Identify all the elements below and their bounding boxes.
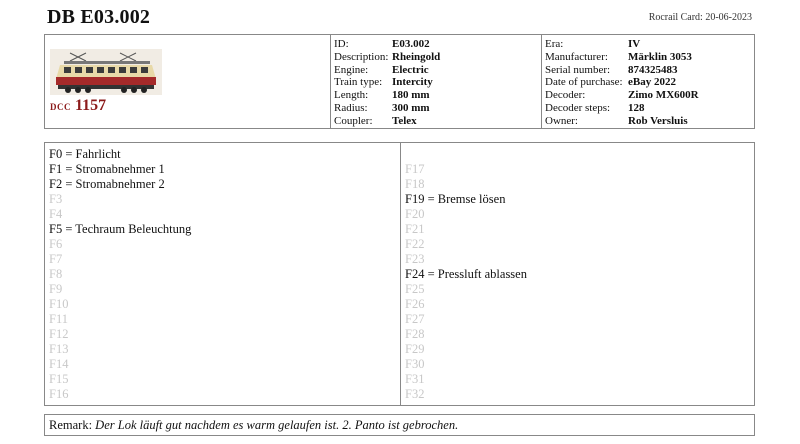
detail-key: Owner: [545, 114, 578, 127]
remark-text: Der Lok läuft gut nachdem es warm gelaufen ist. 2. Panto ist gebrochen. [95, 418, 459, 432]
detail-row [334, 64, 440, 77]
detail-value: Telex [392, 114, 417, 127]
function-entry: F29 [405, 342, 425, 356]
detail-value: Intercity [392, 76, 433, 89]
remark-label: Remark: [49, 418, 96, 432]
function-entry: F26 [405, 297, 425, 311]
function-entry: F23 [405, 252, 425, 266]
detail-key: Manufacturer: [545, 50, 608, 63]
function-entry: F21 [405, 222, 425, 236]
function-entry: F12 [49, 327, 69, 341]
detail-row [545, 38, 699, 51]
function-entry: F6 [49, 237, 63, 251]
detail-key: Coupler: [334, 114, 373, 127]
function-entry: F16 [49, 387, 69, 401]
column-divider [400, 143, 401, 405]
function-entry: F13 [49, 342, 69, 356]
function-entry: F31 [405, 372, 425, 386]
page-title: DB E03.002 [47, 6, 151, 28]
function-entry: F15 [49, 372, 69, 386]
detail-key: Description: [334, 50, 389, 63]
function-entry: F18 [405, 177, 425, 191]
loco-info-panel [44, 34, 755, 129]
detail-key: Decoder: [545, 89, 586, 102]
function-entry: F27 [405, 312, 425, 326]
detail-value: eBay 2022 [628, 76, 676, 89]
function-entry: F5 = Techraum Beleuchtung [49, 222, 192, 236]
detail-key: Era: [545, 38, 564, 50]
detail-value: 128 [628, 101, 645, 114]
function-entry: F14 [49, 357, 69, 371]
function-entry: F32 [405, 387, 425, 401]
detail-row [334, 38, 440, 51]
function-entry: F17 [405, 162, 425, 176]
detail-row [334, 89, 440, 102]
detail-value: 874325483 [628, 63, 678, 76]
detail-key: Decoder steps: [545, 101, 611, 114]
detail-value: Zimo MX600R [628, 89, 699, 102]
detail-value: Rob Versluis [628, 114, 688, 127]
details-column-b [541, 35, 755, 128]
function-entry: F20 [405, 207, 425, 221]
function-entry: F19 = Bremse lösen [405, 192, 506, 206]
function-list-left [49, 147, 191, 402]
function-entry: F8 [49, 267, 63, 281]
function-entry: F9 [49, 282, 63, 296]
function-entry: F3 [49, 192, 63, 206]
detail-row [334, 76, 440, 89]
detail-value: IV [628, 38, 641, 50]
electric-locomotive-icon [50, 49, 162, 95]
loco-image-cell [45, 35, 330, 128]
detail-row [545, 102, 699, 115]
detail-value: 180 mm [392, 89, 430, 102]
function-entry: F25 [405, 282, 425, 296]
function-entry: F10 [49, 297, 69, 311]
detail-value: 300 mm [392, 101, 430, 114]
detail-key: Length: [334, 89, 369, 102]
detail-value: Electric [392, 63, 429, 76]
detail-key: Engine: [334, 63, 369, 76]
detail-row [334, 115, 440, 128]
detail-key: Serial number: [545, 63, 611, 76]
detail-key: Train type: [334, 76, 383, 89]
function-list-panel [44, 142, 755, 406]
details-column-a [330, 35, 542, 128]
function-entry: F2 = Stromabnehmer 2 [49, 177, 165, 191]
function-entry: F28 [405, 327, 425, 341]
detail-value: E03.002 [392, 38, 430, 50]
address-protocol: DCC [50, 102, 71, 112]
function-entry: F1 = Stromabnehmer 1 [49, 162, 165, 176]
detail-row [545, 64, 699, 77]
card-date: Rocrail Card: 20-06-2023 [648, 12, 752, 23]
function-list-right [405, 162, 527, 402]
address-number: 1157 [75, 97, 107, 114]
remark-panel [44, 414, 755, 436]
detail-value: Rheingold [392, 50, 441, 63]
function-entry: F7 [49, 252, 63, 266]
detail-row [334, 102, 440, 115]
function-entry: F11 [49, 312, 68, 326]
function-entry: F24 = Pressluft ablassen [405, 267, 527, 281]
detail-row [545, 76, 699, 89]
detail-row [545, 89, 699, 102]
detail-row [334, 51, 440, 64]
function-entry: F30 [405, 357, 425, 371]
decoder-address [50, 97, 106, 115]
function-entry: F4 [49, 207, 63, 221]
detail-key: ID: [334, 38, 349, 50]
detail-row [545, 51, 699, 64]
function-entry: F22 [405, 237, 425, 251]
detail-key: Date of purchase: [545, 76, 623, 89]
function-entry: F0 = Fahrlicht [49, 147, 121, 161]
detail-key: Radius: [334, 101, 368, 114]
detail-value: Märklin 3053 [628, 50, 692, 63]
detail-row [545, 115, 699, 128]
